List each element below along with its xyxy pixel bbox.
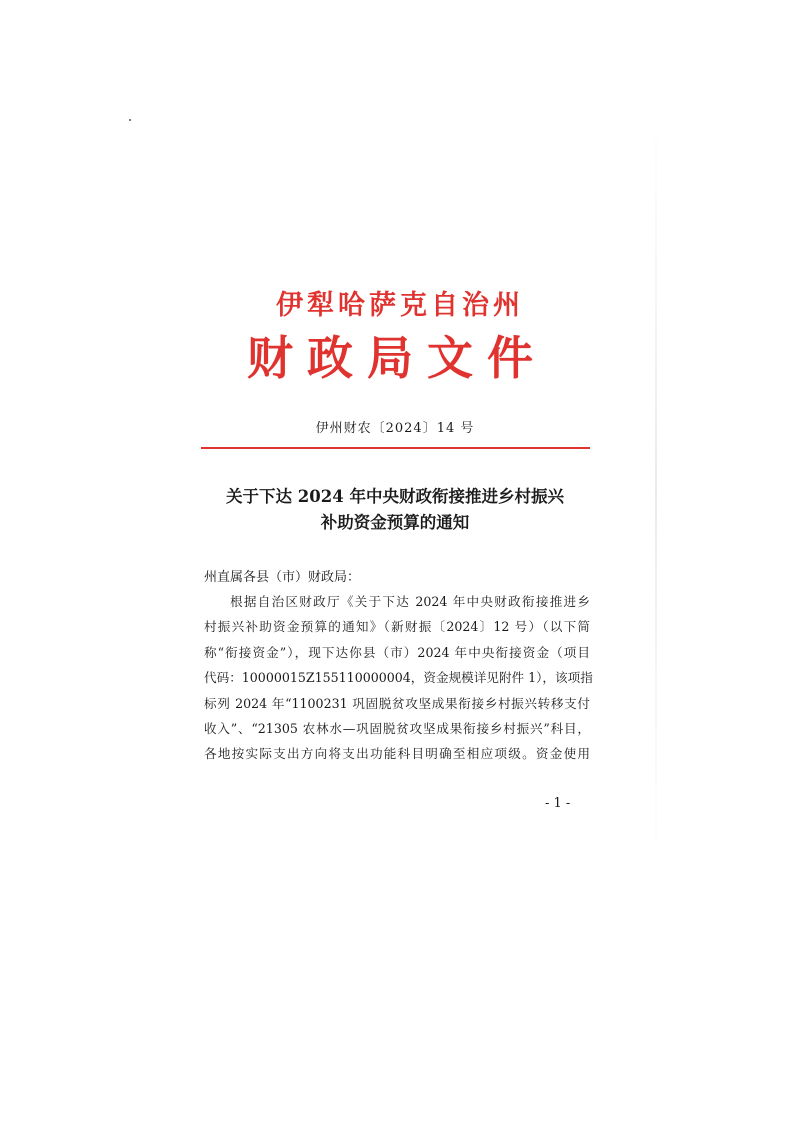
body-line: 根据自治区财政厅《关于下达 2024 年中央财政衔接推进乡 [230, 594, 590, 609]
red-divider-line [201, 447, 590, 449]
body-line: 村振兴补助资金预算的通知》（新财振〔2024〕12 号）（以下简 [204, 619, 590, 635]
document-number: 伊州财农〔2024〕14 号 [315, 421, 475, 436]
body-line: 标列 2024 年“1100231 巩固脱贫攻坚成果衔接乡村振兴转移支付 [204, 695, 590, 711]
title-line-2: 补助资金预算的通知 [320, 513, 470, 532]
body-line: 代码：10000015Z155110000004，资金规模详见附件 1），该项指 [204, 670, 593, 686]
document-header: 财政局文件 [247, 331, 547, 385]
document-title [190, 484, 600, 536]
salutation: 州直属各县（市）财政局： [204, 570, 361, 585]
scan-edge-shadow [655, 110, 657, 870]
title-line-1: 关于下达 2024 年中央财政衔接推进乡村振兴 [226, 487, 564, 506]
body-line: 称“衔接资金”），现下达你县（市）2024 年中央衔接资金（项目 [204, 644, 590, 660]
body-line: 各地按实际支出方向将支出功能科目明确至相应项级。资金使用 [204, 746, 590, 762]
issuer-name: 伊犁哈萨克自治州 [276, 290, 524, 321]
page-number: - 1 - [545, 796, 571, 811]
body-text [204, 589, 593, 767]
scan-speck [129, 119, 131, 121]
body-line: 收入”、“21305 农林水—巩固脱贫攻坚成果衔接乡村振兴”科目， [204, 721, 590, 737]
